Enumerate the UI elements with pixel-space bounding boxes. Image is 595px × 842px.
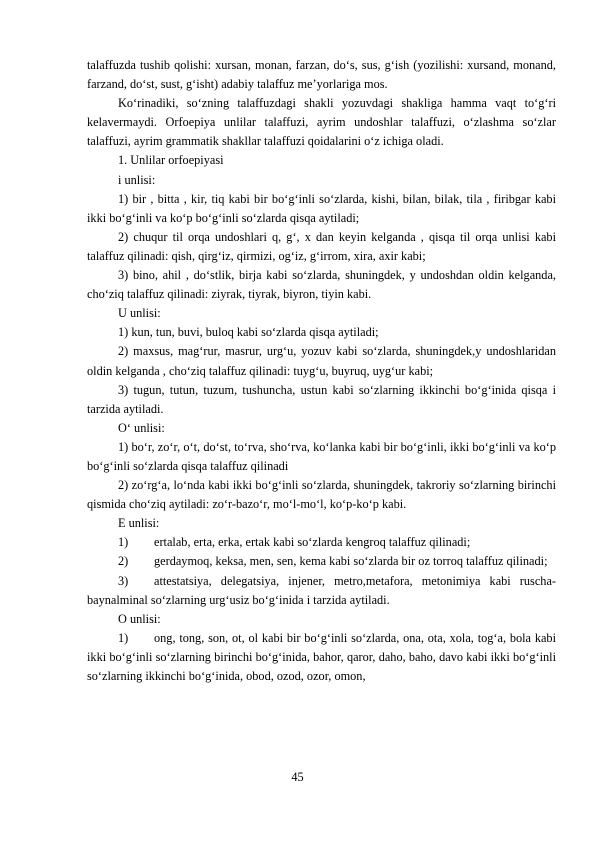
numbered-item <box>87 552 556 571</box>
numbered-item <box>87 629 556 686</box>
paragraph: 2) zo‘rg‘a, lo‘nda kabi ikki bo‘g‘inli so‘zlarda, shuningdek, takroriy so‘zlarning birinchi qismida cho‘ziq aytiladi: zo‘r-bazo‘r, mo‘l-mo‘l, ko‘p-ko‘p kabi. <box>87 478 556 512</box>
page-body <box>87 56 556 686</box>
paragraph: 2) chuqur til orqa undoshlari q, g‘, x dan keyin kelganda , qisqa til orqa unlisi kabi talaffuz qilinadi: qish, qirg‘iz, qirmizi, og‘iz, g‘irrom, xira, axir kabi; <box>87 229 556 263</box>
paragraph: 3) tugun, tutun, tuzum, tushuncha, ustun kabi so‘zlarning ikkinchi bo‘g‘inida qisqa i tarzida aytiladi. <box>87 382 556 416</box>
paragraph: 1) kun, tun, buvi, buloq kabi so‘zlarda qisqa aytiladi; <box>118 325 379 340</box>
subsection-heading: O unlisi: <box>118 611 161 626</box>
item-number: 1) <box>118 630 129 645</box>
paragraph: 1) bir , bitta , kir, tiq kabi bir bo‘g‘inli so‘zlarda, kishi, bilan, bilak, tila , firibgar kabi ikki bo‘g‘inli va ko‘p bo‘g‘inli so‘zlarda qisqa aytiladi; <box>87 191 556 225</box>
paragraph: 2) maxsus, mag‘rur, masrur, urg‘u, yozuv kabi so‘zlarda, shuningdek,y undoshlaridan oldin kelganda , cho‘ziq talaffuz qilinadi: tuyg‘u, buyruq, uyg‘ur kabi; <box>87 344 556 378</box>
item-text: ong, tong, son, ot, ol kabi bir bo‘g‘inli so‘zlarda, ona, ota, xola, tog‘a, bola kabi ikki bo‘g‘inli so‘zlarning birinchi bo‘g‘inida, bahor, qaror, daho, baho, davo kabi ikki bo‘g‘inli so‘zlarning ikkinchi bo‘g‘inida, obod, ozod, ozor, omon, <box>87 630 556 683</box>
item-number: 3) <box>118 573 129 588</box>
paragraph: 1) bo‘r, zo‘r, o‘t, do‘st, to‘rva, sho‘rva, ko‘lanka kabi bir bo‘g‘inli, ikki bo‘g‘inli va ko‘p bo‘g‘inli so‘zlarda qisqa talaffuz qilinadi <box>87 439 556 473</box>
page-number: 45 <box>291 770 304 784</box>
item-text: ertalab, erta, erka, ertak kabi so‘zlarda kengroq talaffuz qilinadi; <box>154 535 471 550</box>
item-text: attestatsiya, delegatsiya, injener, metro,metafora, metonimiya kabi ruscha-baynalminal so‘zlarning urg‘usiz bo‘g‘inida i tarzida aytiladi. <box>87 573 556 607</box>
subsection-heading: O‘ unlisi: <box>118 420 165 435</box>
section-heading: 1. Unlilar orfoepiyasi <box>118 153 224 168</box>
item-text: gerdaymoq, keksa, men, sen, kema kabi so‘zlarda bir oz torroq talaffuz qilinadi; <box>154 554 548 569</box>
item-number: 2) <box>118 554 129 569</box>
item-number: 1) <box>118 535 129 550</box>
subsection-heading: U unlisi: <box>118 306 161 321</box>
numbered-item <box>87 572 556 610</box>
paragraph: 3) bino, ahil , do‘stlik, birja kabi so‘zlarda, shuningdek, y undoshdan oldin kelganda, cho‘ziq talaffuz qilinadi: ziyrak, tiyrak, biyron, tiyin kabi. <box>87 268 556 302</box>
subsection-heading: E unlisi: <box>118 516 160 531</box>
paragraph: talaffuzda tushib qolishi: xursan, monan, farzan, do‘s, sus, g‘ish (yozilishi: xursand, monand, farzand, do‘st, sust, g‘isht) adabiy talaffuz me’yorlariga mos. <box>87 58 556 92</box>
paragraph: Ko‘rinadiki, so‘zning talaffuzdagi shakli yozuvdagi shakliga hamma vaqt to‘g‘ri kelavermaydi. Orfoepiya unlilar talaffuzi, ayrim undoshlar talaffuzi, o‘zlashma so‘zlar talaffuzi, ayrim grammatik shakllar talaffuzi qoidalarini o‘z ichiga oladi. <box>87 96 556 149</box>
numbered-item <box>87 533 556 552</box>
subsection-heading: i unlisi: <box>118 172 156 187</box>
